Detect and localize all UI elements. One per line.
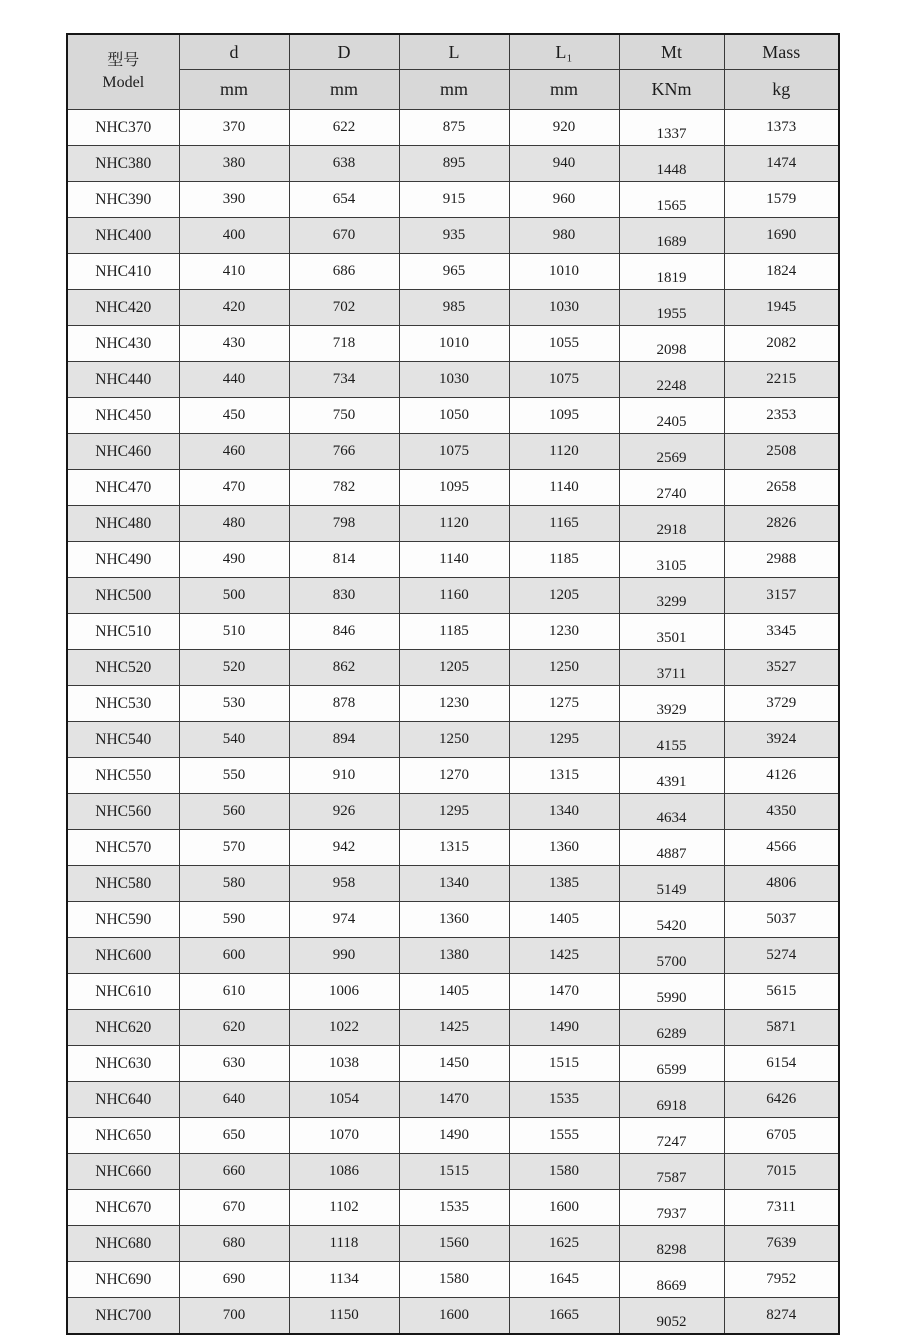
model-cell: NHC400 <box>67 218 179 254</box>
column-header-D: D <box>289 34 399 70</box>
value-cell: 680 <box>179 1226 289 1262</box>
value-cell: 670 <box>289 218 399 254</box>
value-cell: 2988 <box>724 542 839 578</box>
value-cell: 3929 <box>619 686 724 722</box>
value-cell: 2508 <box>724 434 839 470</box>
value-cell: 5700 <box>619 938 724 974</box>
value-cell: 1360 <box>399 902 509 938</box>
column-header-Mass: Mass <box>724 34 839 70</box>
value-cell: 1360 <box>509 830 619 866</box>
value-cell: 670 <box>179 1190 289 1226</box>
table-row <box>67 1118 839 1154</box>
value-cell: 1425 <box>399 1010 509 1046</box>
value-cell: 980 <box>509 218 619 254</box>
value-cell: 440 <box>179 362 289 398</box>
value-cell: 734 <box>289 362 399 398</box>
value-cell: 2353 <box>724 398 839 434</box>
value-cell: 1645 <box>509 1262 619 1298</box>
value-cell: 6289 <box>619 1010 724 1046</box>
value-cell: 814 <box>289 542 399 578</box>
value-cell: 1340 <box>509 794 619 830</box>
value-cell: 1070 <box>289 1118 399 1154</box>
value-cell: 1515 <box>509 1046 619 1082</box>
value-cell: 1054 <box>289 1082 399 1118</box>
value-cell: 1075 <box>399 434 509 470</box>
value-cell: 630 <box>179 1046 289 1082</box>
table-row <box>67 722 839 758</box>
value-cell: 702 <box>289 290 399 326</box>
model-cell: NHC610 <box>67 974 179 1010</box>
value-cell: 4887 <box>619 830 724 866</box>
value-cell: 654 <box>289 182 399 218</box>
value-cell: 1030 <box>509 290 619 326</box>
value-cell: 4126 <box>724 758 839 794</box>
value-cell: 370 <box>179 110 289 146</box>
value-cell: 6918 <box>619 1082 724 1118</box>
table-row <box>67 362 839 398</box>
value-cell: 2248 <box>619 362 724 398</box>
value-cell: 940 <box>509 146 619 182</box>
value-cell: 480 <box>179 506 289 542</box>
value-cell: 1450 <box>399 1046 509 1082</box>
value-cell: 965 <box>399 254 509 290</box>
unit-Mt: KNm <box>619 70 724 110</box>
value-cell: 1579 <box>724 182 839 218</box>
table-row <box>67 938 839 974</box>
value-cell: 4391 <box>619 758 724 794</box>
spec-table <box>66 33 840 1335</box>
value-cell: 660 <box>179 1154 289 1190</box>
model-cell: NHC520 <box>67 650 179 686</box>
unit-D: mm <box>289 70 399 110</box>
value-cell: 1102 <box>289 1190 399 1226</box>
table-row <box>67 1010 839 1046</box>
value-cell: 420 <box>179 290 289 326</box>
model-cell: NHC670 <box>67 1190 179 1226</box>
unit-L: mm <box>399 70 509 110</box>
value-cell: 510 <box>179 614 289 650</box>
model-cell: NHC450 <box>67 398 179 434</box>
value-cell: 622 <box>289 110 399 146</box>
value-cell: 1580 <box>509 1154 619 1190</box>
model-cell: NHC490 <box>67 542 179 578</box>
value-cell: 1625 <box>509 1226 619 1262</box>
model-cell: NHC380 <box>67 146 179 182</box>
value-cell: 782 <box>289 470 399 506</box>
value-cell: 460 <box>179 434 289 470</box>
value-cell: 560 <box>179 794 289 830</box>
table-row <box>67 182 839 218</box>
model-header-cn: 型号 <box>107 52 140 70</box>
value-cell: 2658 <box>724 470 839 506</box>
column-header-Mt: Mt <box>619 34 724 70</box>
model-cell: NHC700 <box>67 1298 179 1335</box>
value-cell: 1380 <box>399 938 509 974</box>
table-row <box>67 974 839 1010</box>
value-cell: 1295 <box>399 794 509 830</box>
value-cell: 942 <box>289 830 399 866</box>
value-cell: 7952 <box>724 1262 839 1298</box>
value-cell: 590 <box>179 902 289 938</box>
value-cell: 380 <box>179 146 289 182</box>
value-cell: 1075 <box>509 362 619 398</box>
value-cell: 894 <box>289 722 399 758</box>
value-cell: 7639 <box>724 1226 839 1262</box>
value-cell: 1165 <box>509 506 619 542</box>
value-cell: 700 <box>179 1298 289 1335</box>
table-row <box>67 866 839 902</box>
value-cell: 1337 <box>619 110 724 146</box>
value-cell: 4350 <box>724 794 839 830</box>
value-cell: 7015 <box>724 1154 839 1190</box>
value-cell: 3157 <box>724 578 839 614</box>
value-cell: 1150 <box>289 1298 399 1335</box>
model-cell: NHC640 <box>67 1082 179 1118</box>
value-cell: 1515 <box>399 1154 509 1190</box>
value-cell: 750 <box>289 398 399 434</box>
model-cell: NHC680 <box>67 1226 179 1262</box>
model-cell: NHC500 <box>67 578 179 614</box>
value-cell: 8669 <box>619 1262 724 1298</box>
model-cell: NHC650 <box>67 1118 179 1154</box>
value-cell: 6599 <box>619 1046 724 1082</box>
value-cell: 895 <box>399 146 509 182</box>
value-cell: 520 <box>179 650 289 686</box>
value-cell: 1315 <box>399 830 509 866</box>
column-header-L1: L₁ <box>509 34 619 70</box>
value-cell: 1205 <box>399 650 509 686</box>
value-cell: 974 <box>289 902 399 938</box>
value-cell: 1250 <box>509 650 619 686</box>
table-row <box>67 470 839 506</box>
value-cell: 550 <box>179 758 289 794</box>
value-cell: 990 <box>289 938 399 974</box>
table-body <box>67 110 839 1335</box>
header-units-row <box>67 70 839 110</box>
value-cell: 830 <box>289 578 399 614</box>
table-row <box>67 398 839 434</box>
value-cell: 1824 <box>724 254 839 290</box>
value-cell: 1555 <box>509 1118 619 1154</box>
table-row <box>67 902 839 938</box>
value-cell: 5990 <box>619 974 724 1010</box>
table-row <box>67 326 839 362</box>
column-header-d: d <box>179 34 289 70</box>
model-cell: NHC690 <box>67 1262 179 1298</box>
value-cell: 1385 <box>509 866 619 902</box>
value-cell: 1315 <box>509 758 619 794</box>
value-cell: 1095 <box>399 470 509 506</box>
value-cell: 650 <box>179 1118 289 1154</box>
value-cell: 1118 <box>289 1226 399 1262</box>
value-cell: 1373 <box>724 110 839 146</box>
value-cell: 1140 <box>509 470 619 506</box>
value-cell: 1022 <box>289 1010 399 1046</box>
value-cell: 2918 <box>619 506 724 542</box>
value-cell: 1665 <box>509 1298 619 1335</box>
model-cell: NHC470 <box>67 470 179 506</box>
value-cell: 926 <box>289 794 399 830</box>
value-cell: 1405 <box>509 902 619 938</box>
model-cell: NHC420 <box>67 290 179 326</box>
value-cell: 5149 <box>619 866 724 902</box>
model-cell: NHC440 <box>67 362 179 398</box>
value-cell: 1405 <box>399 974 509 1010</box>
value-cell: 3105 <box>619 542 724 578</box>
table-row <box>67 686 839 722</box>
value-cell: 6154 <box>724 1046 839 1082</box>
value-cell: 1474 <box>724 146 839 182</box>
value-cell: 1230 <box>399 686 509 722</box>
value-cell: 410 <box>179 254 289 290</box>
table-row <box>67 1226 839 1262</box>
value-cell: 1425 <box>509 938 619 974</box>
value-cell: 7311 <box>724 1190 839 1226</box>
value-cell: 6426 <box>724 1082 839 1118</box>
value-cell: 5037 <box>724 902 839 938</box>
value-cell: 610 <box>179 974 289 1010</box>
model-cell: NHC530 <box>67 686 179 722</box>
unit-Mass: kg <box>724 70 839 110</box>
table-row <box>67 650 839 686</box>
value-cell: 1134 <box>289 1262 399 1298</box>
value-cell: 4566 <box>724 830 839 866</box>
model-cell: NHC630 <box>67 1046 179 1082</box>
value-cell: 2215 <box>724 362 839 398</box>
value-cell: 1038 <box>289 1046 399 1082</box>
value-cell: 570 <box>179 830 289 866</box>
value-cell: 1270 <box>399 758 509 794</box>
table-row <box>67 1298 839 1335</box>
value-cell: 620 <box>179 1010 289 1046</box>
value-cell: 2740 <box>619 470 724 506</box>
value-cell: 690 <box>179 1262 289 1298</box>
table-row <box>67 110 839 146</box>
model-cell: NHC430 <box>67 326 179 362</box>
table-row <box>67 434 839 470</box>
model-column-header <box>67 34 179 110</box>
value-cell: 400 <box>179 218 289 254</box>
model-cell: NHC600 <box>67 938 179 974</box>
table-row <box>67 1046 839 1082</box>
value-cell: 985 <box>399 290 509 326</box>
model-cell: NHC460 <box>67 434 179 470</box>
value-cell: 958 <box>289 866 399 902</box>
value-cell: 1955 <box>619 290 724 326</box>
value-cell: 2569 <box>619 434 724 470</box>
value-cell: 910 <box>289 758 399 794</box>
table-row <box>67 146 839 182</box>
value-cell: 4634 <box>619 794 724 830</box>
value-cell: 1945 <box>724 290 839 326</box>
table-row <box>67 542 839 578</box>
value-cell: 2826 <box>724 506 839 542</box>
value-cell: 1120 <box>509 434 619 470</box>
value-cell: 2082 <box>724 326 839 362</box>
unit-L1: mm <box>509 70 619 110</box>
value-cell: 1535 <box>399 1190 509 1226</box>
value-cell: 1055 <box>509 326 619 362</box>
value-cell: 1010 <box>399 326 509 362</box>
model-cell: NHC570 <box>67 830 179 866</box>
value-cell: 4806 <box>724 866 839 902</box>
value-cell: 935 <box>399 218 509 254</box>
model-cell: NHC370 <box>67 110 179 146</box>
value-cell: 3924 <box>724 722 839 758</box>
value-cell: 390 <box>179 182 289 218</box>
table-row <box>67 1154 839 1190</box>
unit-d: mm <box>179 70 289 110</box>
table-row <box>67 1262 839 1298</box>
value-cell: 1580 <box>399 1262 509 1298</box>
value-cell: 766 <box>289 434 399 470</box>
value-cell: 915 <box>399 182 509 218</box>
value-cell: 1006 <box>289 974 399 1010</box>
table-row <box>67 506 839 542</box>
value-cell: 1490 <box>509 1010 619 1046</box>
value-cell: 718 <box>289 326 399 362</box>
value-cell: 1819 <box>619 254 724 290</box>
value-cell: 1160 <box>399 578 509 614</box>
value-cell: 640 <box>179 1082 289 1118</box>
value-cell: 1205 <box>509 578 619 614</box>
value-cell: 2098 <box>619 326 724 362</box>
value-cell: 1565 <box>619 182 724 218</box>
value-cell: 1470 <box>509 974 619 1010</box>
value-cell: 5615 <box>724 974 839 1010</box>
model-cell: NHC510 <box>67 614 179 650</box>
table-row <box>67 578 839 614</box>
value-cell: 5274 <box>724 938 839 974</box>
value-cell: 1095 <box>509 398 619 434</box>
value-cell: 3527 <box>724 650 839 686</box>
model-cell: NHC590 <box>67 902 179 938</box>
value-cell: 600 <box>179 938 289 974</box>
value-cell: 798 <box>289 506 399 542</box>
value-cell: 1230 <box>509 614 619 650</box>
value-cell: 686 <box>289 254 399 290</box>
value-cell: 540 <box>179 722 289 758</box>
value-cell: 1690 <box>724 218 839 254</box>
value-cell: 8274 <box>724 1298 839 1335</box>
value-cell: 5420 <box>619 902 724 938</box>
value-cell: 3299 <box>619 578 724 614</box>
value-cell: 1185 <box>399 614 509 650</box>
table-row <box>67 1190 839 1226</box>
header-label-row <box>67 34 839 70</box>
value-cell: 7247 <box>619 1118 724 1154</box>
table-header <box>67 34 839 110</box>
value-cell: 490 <box>179 542 289 578</box>
value-cell: 1010 <box>509 254 619 290</box>
value-cell: 1340 <box>399 866 509 902</box>
table-row <box>67 290 839 326</box>
value-cell: 530 <box>179 686 289 722</box>
value-cell: 1030 <box>399 362 509 398</box>
value-cell: 1600 <box>399 1298 509 1335</box>
value-cell: 3501 <box>619 614 724 650</box>
value-cell: 920 <box>509 110 619 146</box>
value-cell: 960 <box>509 182 619 218</box>
value-cell: 8298 <box>619 1226 724 1262</box>
value-cell: 1560 <box>399 1226 509 1262</box>
table-row <box>67 218 839 254</box>
value-cell: 1535 <box>509 1082 619 1118</box>
value-cell: 1448 <box>619 146 724 182</box>
value-cell: 7937 <box>619 1190 724 1226</box>
column-header-L: L <box>399 34 509 70</box>
model-cell: NHC620 <box>67 1010 179 1046</box>
table-row <box>67 254 839 290</box>
value-cell: 5871 <box>724 1010 839 1046</box>
value-cell: 7587 <box>619 1154 724 1190</box>
model-cell: NHC410 <box>67 254 179 290</box>
value-cell: 862 <box>289 650 399 686</box>
table-row <box>67 794 839 830</box>
value-cell: 3345 <box>724 614 839 650</box>
value-cell: 1275 <box>509 686 619 722</box>
value-cell: 1185 <box>509 542 619 578</box>
value-cell: 1140 <box>399 542 509 578</box>
value-cell: 470 <box>179 470 289 506</box>
value-cell: 875 <box>399 110 509 146</box>
value-cell: 430 <box>179 326 289 362</box>
value-cell: 580 <box>179 866 289 902</box>
value-cell: 638 <box>289 146 399 182</box>
value-cell: 4155 <box>619 722 724 758</box>
value-cell: 1600 <box>509 1190 619 1226</box>
value-cell: 846 <box>289 614 399 650</box>
value-cell: 2405 <box>619 398 724 434</box>
value-cell: 1086 <box>289 1154 399 1190</box>
value-cell: 1120 <box>399 506 509 542</box>
model-cell: NHC550 <box>67 758 179 794</box>
value-cell: 1050 <box>399 398 509 434</box>
value-cell: 3729 <box>724 686 839 722</box>
value-cell: 1250 <box>399 722 509 758</box>
model-cell: NHC660 <box>67 1154 179 1190</box>
value-cell: 500 <box>179 578 289 614</box>
value-cell: 3711 <box>619 650 724 686</box>
value-cell: 878 <box>289 686 399 722</box>
value-cell: 1295 <box>509 722 619 758</box>
value-cell: 1470 <box>399 1082 509 1118</box>
table-row <box>67 614 839 650</box>
model-cell: NHC560 <box>67 794 179 830</box>
value-cell: 1490 <box>399 1118 509 1154</box>
table-row <box>67 1082 839 1118</box>
model-cell: NHC580 <box>67 866 179 902</box>
value-cell: 6705 <box>724 1118 839 1154</box>
model-cell: NHC480 <box>67 506 179 542</box>
table-row <box>67 830 839 866</box>
model-cell: NHC540 <box>67 722 179 758</box>
value-cell: 1689 <box>619 218 724 254</box>
model-header-en: Model <box>102 74 145 91</box>
table-row <box>67 758 839 794</box>
model-cell: NHC390 <box>67 182 179 218</box>
value-cell: 9052 <box>619 1298 724 1335</box>
value-cell: 450 <box>179 398 289 434</box>
